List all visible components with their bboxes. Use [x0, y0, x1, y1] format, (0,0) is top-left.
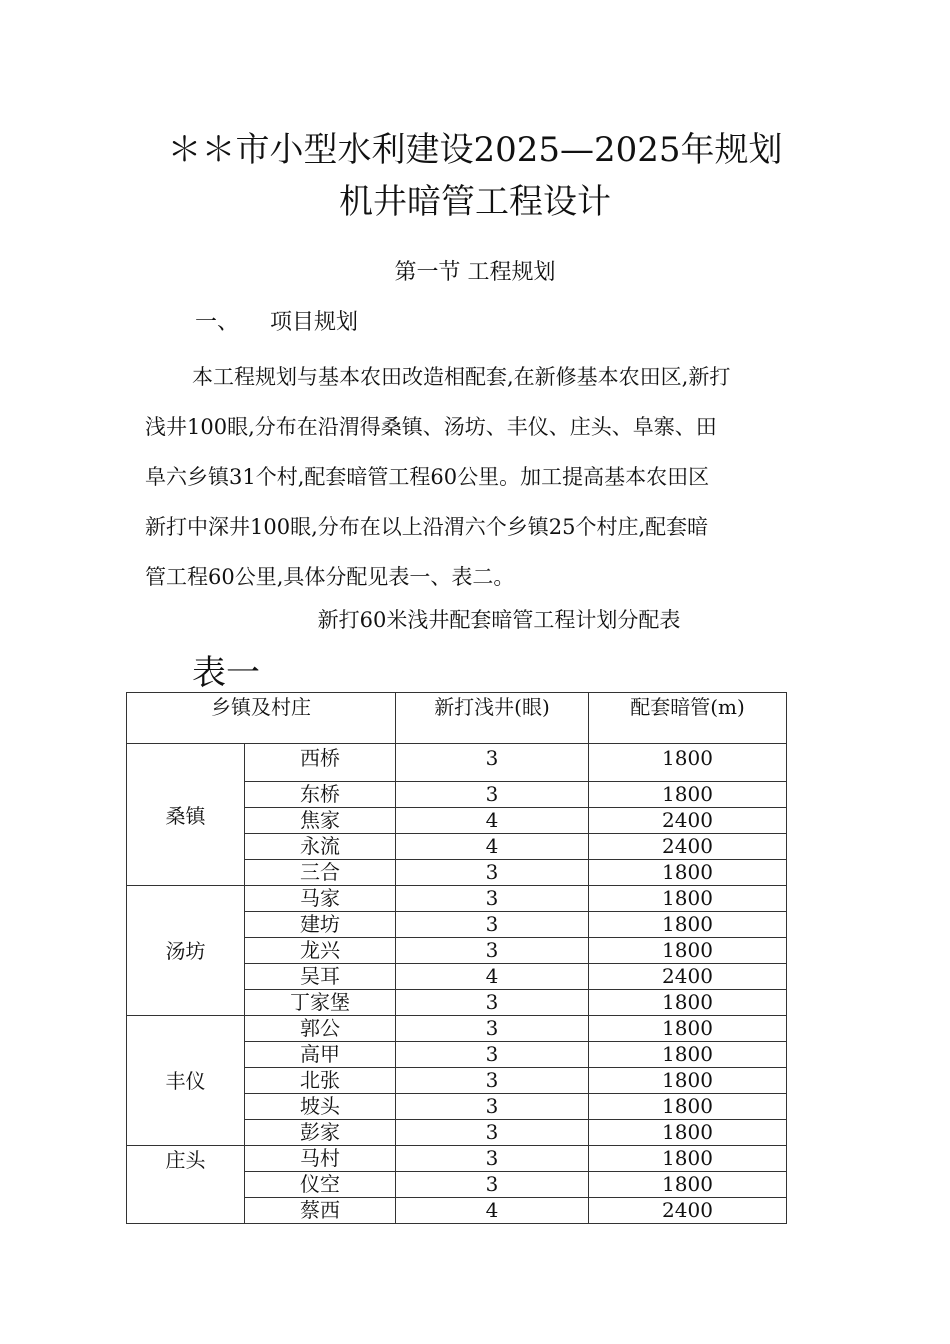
pipe-cell: 1800 — [589, 1068, 787, 1094]
village-cell: 东桥 — [245, 782, 396, 808]
village-cell: 三合 — [245, 860, 396, 886]
table-row — [127, 1016, 787, 1042]
pipe-cell: 1800 — [589, 1094, 787, 1120]
pipe-cell: 1800 — [589, 1172, 787, 1198]
document-title-line-2: 机井暗管工程设计 — [339, 182, 611, 222]
pipe-cell: 1800 — [589, 860, 787, 886]
paragraph-line: 本工程规划与基本农田改造相配套,在新修基本农田区,新打 — [192, 365, 731, 389]
village-cell: 西桥 — [245, 744, 396, 782]
document-title-line-1: ＊＊市小型水利建设2025—2025年规划 — [167, 130, 783, 170]
table-row — [127, 744, 787, 782]
village-cell: 龙兴 — [245, 938, 396, 964]
village-cell: 彭家 — [245, 1120, 396, 1146]
pipe-cell: 1800 — [589, 1146, 787, 1172]
wells-cell: 3 — [396, 1042, 589, 1068]
village-cell: 蔡西 — [245, 1198, 396, 1224]
table-row — [127, 886, 787, 912]
header-pipe: 配套暗管(m) — [589, 693, 787, 744]
village-cell: 北张 — [245, 1068, 396, 1094]
table-row — [127, 1146, 787, 1172]
wells-cell: 3 — [396, 1172, 589, 1198]
village-cell: 吴耳 — [245, 964, 396, 990]
pipe-cell: 1800 — [589, 886, 787, 912]
pipe-cell: 2400 — [589, 1198, 787, 1224]
village-cell: 坡头 — [245, 1094, 396, 1120]
pipe-cell: 1800 — [589, 1042, 787, 1068]
body-paragraph — [145, 352, 810, 602]
wells-cell: 4 — [396, 1198, 589, 1224]
village-cell: 郭公 — [245, 1016, 396, 1042]
table-header-row — [127, 693, 787, 744]
wells-cell: 3 — [396, 1016, 589, 1042]
header-town-village: 乡镇及村庄 — [127, 693, 396, 744]
wells-cell: 3 — [396, 938, 589, 964]
wells-cell: 3 — [396, 782, 589, 808]
section-heading: 第一节 工程规划 — [394, 260, 556, 285]
wells-cell: 3 — [396, 860, 589, 886]
paragraph-line: 阜六乡镇31个村,配套暗管工程60公里。加工提高基本农田区 — [145, 465, 710, 489]
wells-cell: 3 — [396, 912, 589, 938]
pipe-cell: 1800 — [589, 990, 787, 1016]
pipe-cell: 1800 — [589, 782, 787, 808]
pipe-cell: 1800 — [589, 1016, 787, 1042]
pipe-cell: 2400 — [589, 834, 787, 860]
subheading-number: 一、 — [195, 310, 240, 335]
village-cell: 建坊 — [245, 912, 396, 938]
wells-cell: 3 — [396, 1120, 589, 1146]
table-label: 表一 — [192, 653, 260, 693]
town-cell: 汤坊 — [127, 886, 245, 1016]
wells-cell: 4 — [396, 964, 589, 990]
paragraph-line: 新打中深井100眼,分布在以上沿渭六个乡镇25个村庄,配套暗 — [145, 515, 709, 539]
pipe-cell: 2400 — [589, 808, 787, 834]
paragraph-line: 浅井100眼,分布在沿渭得桑镇、汤坊、丰仪、庄头、阜寨、田 — [145, 415, 717, 439]
paragraph-line: 管工程60公里,具体分配见表一、表二。 — [145, 565, 515, 589]
pipe-cell: 1800 — [589, 1120, 787, 1146]
village-cell: 仪空 — [245, 1172, 396, 1198]
subheading-text: 项目规划 — [270, 310, 359, 335]
pipe-cell: 1800 — [589, 912, 787, 938]
village-cell: 马家 — [245, 886, 396, 912]
allocation-table — [126, 692, 787, 1224]
wells-cell: 3 — [396, 886, 589, 912]
village-cell: 马村 — [245, 1146, 396, 1172]
village-cell: 高甲 — [245, 1042, 396, 1068]
pipe-cell: 1800 — [589, 938, 787, 964]
table-caption: 新打60米浅井配套暗管工程计划分配表 — [317, 608, 681, 632]
town-cell: 桑镇 — [127, 744, 245, 886]
pipe-cell: 2400 — [589, 964, 787, 990]
wells-cell: 4 — [396, 834, 589, 860]
subheading — [195, 305, 358, 336]
village-cell: 丁家堡 — [245, 990, 396, 1016]
wells-cell: 3 — [396, 1068, 589, 1094]
town-cell: 丰仪 — [127, 1016, 245, 1146]
wells-cell: 4 — [396, 808, 589, 834]
pipe-cell: 1800 — [589, 744, 787, 782]
wells-cell: 3 — [396, 1146, 589, 1172]
wells-cell: 3 — [396, 744, 589, 782]
village-cell: 永流 — [245, 834, 396, 860]
header-wells: 新打浅井(眼) — [396, 693, 589, 744]
wells-cell: 3 — [396, 990, 589, 1016]
village-cell: 焦家 — [245, 808, 396, 834]
town-cell: 庄头 — [127, 1146, 245, 1224]
wells-cell: 3 — [396, 1094, 589, 1120]
